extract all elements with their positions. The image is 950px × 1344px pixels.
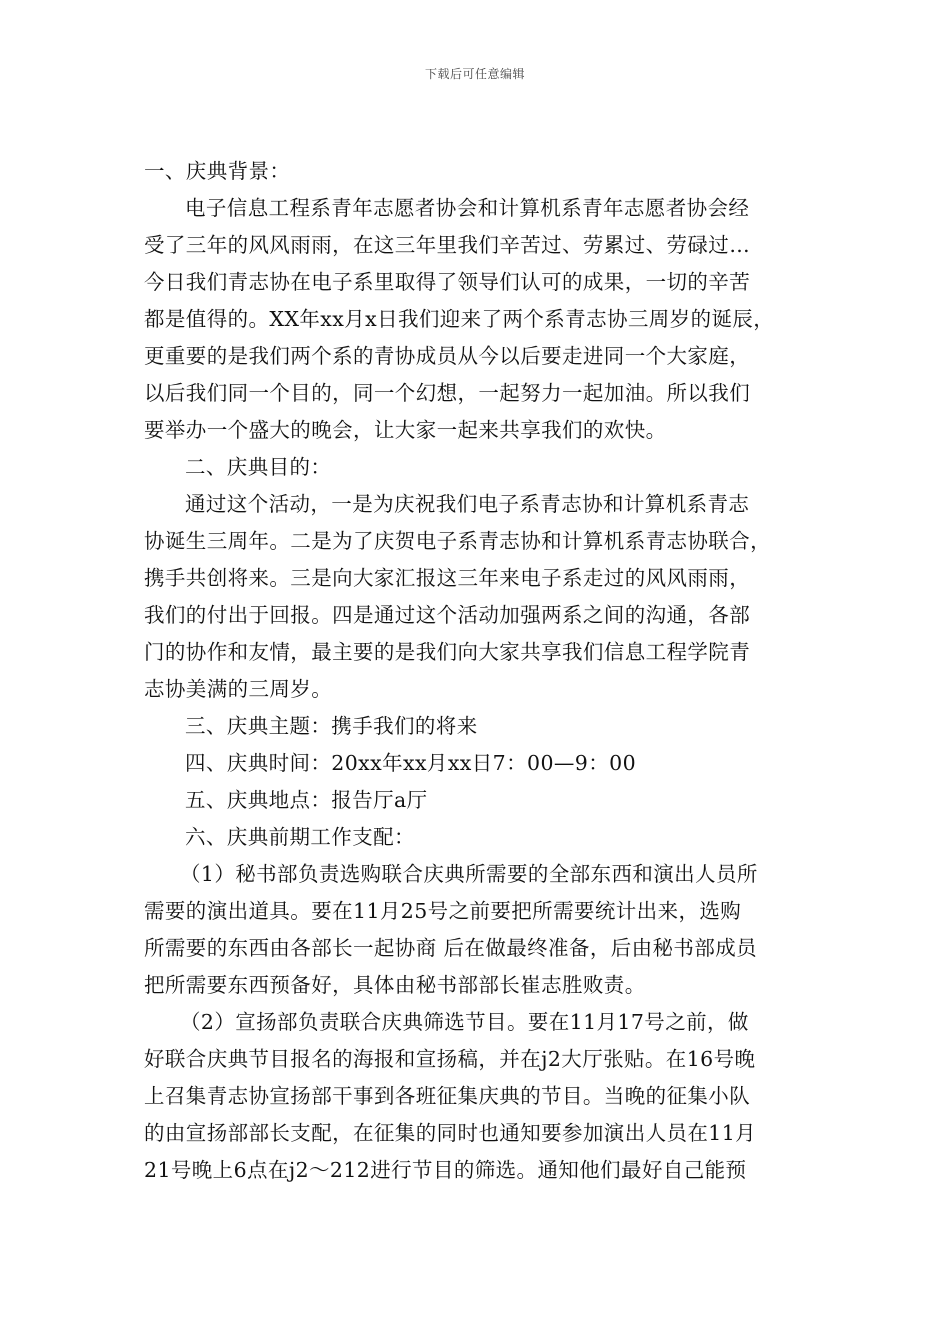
paragraph-line: （1）秘书部负责选购联合庆典所需要的全部东西和演出人员所 xyxy=(180,862,758,886)
section-heading-purpose: 二、庆典目的： xyxy=(185,455,332,479)
section-heading-background: 一、庆典背景： xyxy=(144,159,291,183)
paragraph-line: 把所需要东西预备好，具体由秘书部部长崔志胜败责。 xyxy=(144,973,646,997)
page-header-note: 下载后可任意编辑 xyxy=(424,67,525,81)
paragraph-line: 要举办一个盛大的晚会，让大家一起来共享我们的欢快。 xyxy=(144,418,667,442)
paragraph-line: 通过这个活动，一是为庆祝我们电子系青志协和计算机系青志 xyxy=(185,492,750,516)
paragraph-line: 携手共创将来。三是向大家汇报这三年来电子系走过的风风雨雨， xyxy=(144,566,751,590)
paragraph-line: 好联合庆典节目报名的海报和宣扬稿，并在j2大厅张贴。在16号晚 xyxy=(144,1047,756,1071)
paragraph-line: 以后我们同一个目的，同一个幻想，一起努力一起加油。所以我们 xyxy=(144,381,751,405)
section-heading-preparation: 六、庆典前期工作支配： xyxy=(185,825,415,849)
paragraph-line: 需要的演出道具。要在11月25号之前要把所需要统计出来，选购 xyxy=(144,899,742,923)
section-heading-theme: 三、庆典主题：携手我们的将来 xyxy=(185,714,478,738)
paragraph-line: 更重要的是我们两个系的青协成员从今以后要走进同一个大家庭， xyxy=(144,344,751,368)
paragraph-line: 的由宣扬部部长支配，在征集的同时也通知要参加演出人员在11月 xyxy=(144,1121,757,1145)
paragraph-line: （2）宣扬部负责联合庆典筛选节目。要在11月17号之前，做 xyxy=(180,1010,749,1034)
paragraph-line: 受了三年的风风雨雨，在这三年里我们辛苦过、劳累过、劳碌过… xyxy=(144,233,751,257)
section-heading-location: 五、庆典地点：报告厅a厅 xyxy=(185,788,428,812)
paragraph-line: 今日我们青志协在电子系里取得了领导们认可的成果，一切的辛苦 xyxy=(144,270,751,294)
paragraph-line: 21号晚上6点在j2～212进行节目的筛选。通知他们最好自己能预 xyxy=(144,1158,747,1182)
paragraph-line: 电子信息工程系青年志愿者协会和计算机系青年志愿者协会经 xyxy=(185,196,750,220)
section-heading-time: 四、庆典时间：20xx年xx月xx日7：00—9：00 xyxy=(185,751,637,775)
paragraph-line: 上召集青志协宣扬部干事到各班征集庆典的节目。当晚的征集小队 xyxy=(144,1084,751,1108)
paragraph-line: 志协美满的三周岁。 xyxy=(144,677,333,701)
paragraph-line: 门的协作和友情，最主要的是我们向大家共享我们信息工程学院青 xyxy=(144,640,751,664)
paragraph-line: 协诞生三周年。二是为了庆贺电子系青志协和计算机系青志协联合， xyxy=(144,529,771,553)
paragraph-line: 我们的付出于回报。四是通过这个活动加强两系之间的沟通，各部 xyxy=(144,603,751,627)
paragraph-line: 所需要的东西由各部长一起协商 后在做最终准备，后由秘书部成员 xyxy=(144,936,758,960)
paragraph-line: 都是值得的。XX年xx月x日我们迎来了两个系青志协三周岁的诞辰， xyxy=(144,307,775,331)
document-body xyxy=(144,153,812,1189)
